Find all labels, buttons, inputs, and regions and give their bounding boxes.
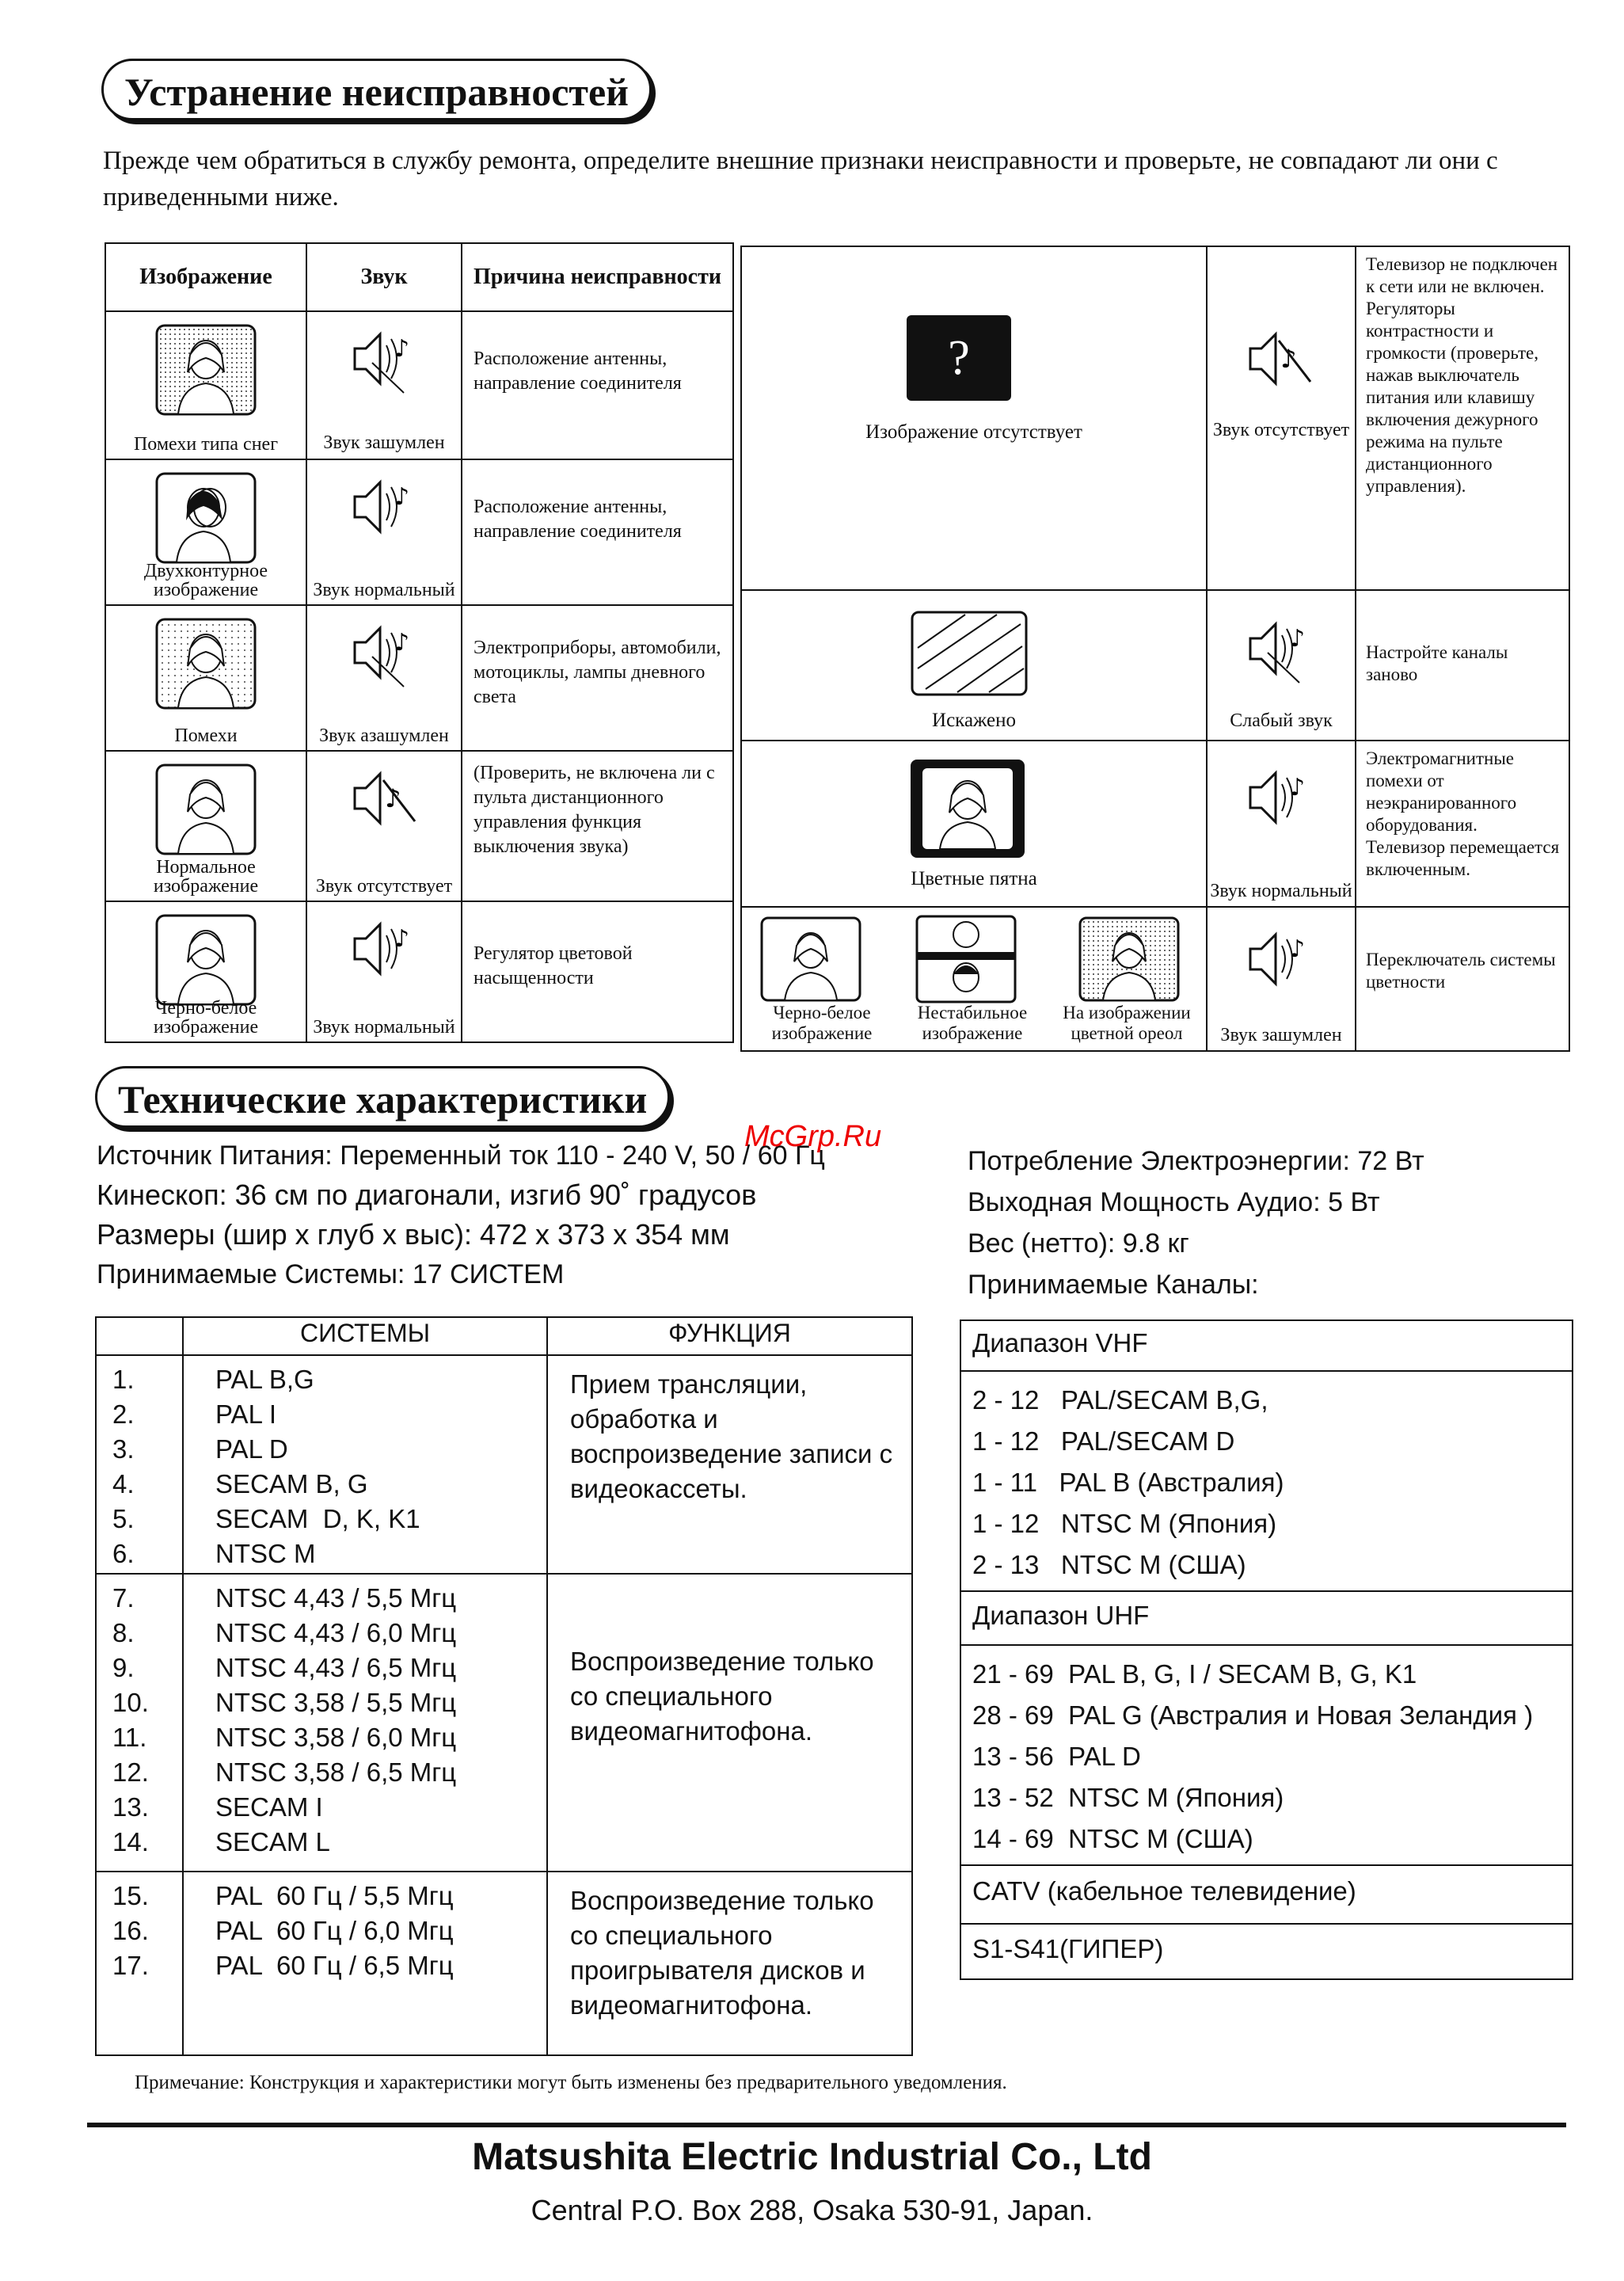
system-numbers <box>112 1581 182 1860</box>
system-number: 16. <box>112 1916 149 1945</box>
svg-text:♪: ♪ <box>394 483 410 511</box>
table-row <box>105 311 733 459</box>
table-row <box>741 246 1569 590</box>
channel-range: 28 - 69 PAL G (Австралия и Новая Зеландия ) <box>972 1700 1534 1730</box>
header-function: ФУНКЦИЯ <box>547 1317 912 1355</box>
system-names <box>215 1879 546 1983</box>
footer-divider <box>87 2123 1566 2127</box>
cause-text: Расположение антенны, направление соединителя <box>474 348 682 394</box>
system-function: Воспроизведение только со специального проигрывателя дисков и видеомагнитофона. <box>570 1886 874 2020</box>
svg-text:♪: ♪ <box>1290 774 1306 802</box>
speaker-mute-icon <box>1244 323 1315 394</box>
speaker-normal-icon <box>1244 762 1315 833</box>
spec-line: Потребление Электроэнергии: 72 Вт <box>968 1146 1424 1176</box>
cause-text: Переключатель системы цветности <box>1366 950 1556 992</box>
tv-color-patches-icon <box>908 757 1027 860</box>
caption-image: Двухконтурное изображение <box>143 561 268 600</box>
tv-bw-icon <box>759 916 862 1003</box>
speaker-normal-icon <box>348 913 420 984</box>
system-number: 4. <box>112 1469 135 1498</box>
troubleshooting-intro: Прежде чем обратиться в службу ремонта, определите внешние признаки неисправности и проверьте, не совпадают ли они с приведенными ниже. <box>103 147 1498 211</box>
speaker-weak-icon <box>1244 613 1315 684</box>
specs-title: Технические характеристики <box>95 1066 670 1128</box>
system-numbers <box>112 1362 182 1571</box>
caption-sound: Звук отсутствует <box>315 876 453 897</box>
caption-image: Помехи <box>174 725 238 746</box>
speaker-noise-icon <box>348 323 420 394</box>
channel-range: 1 - 11 PAL B (Австралия) <box>972 1468 1284 1497</box>
system-function: Воспроизведение только со специального видеомагнитофона. <box>570 1647 874 1746</box>
channel-range: 21 - 69 PAL B, G, I / SECAM B, G, K1 <box>972 1659 1417 1689</box>
system-name: NTSC 3,58 / 6,0 Мгц <box>215 1723 457 1752</box>
caption-image: Помехи типа снег <box>133 434 279 455</box>
caption-sound: Слабый звук <box>1230 710 1333 731</box>
svg-text:♪: ♪ <box>394 629 410 657</box>
system-number: 2. <box>112 1399 135 1429</box>
spec-line: Выходная Мощность Аудио: 5 Вт <box>968 1187 1380 1217</box>
uhf-channels <box>972 1654 1564 1860</box>
caption-image: На изображении цветной ореол <box>1063 1003 1191 1043</box>
table-row <box>741 741 1569 907</box>
system-number: 6. <box>112 1539 135 1568</box>
tv-bw-icon <box>154 913 257 1007</box>
caption-image: Черно-белое изображение <box>153 998 259 1038</box>
system-number: 8. <box>112 1618 135 1647</box>
header-cause: Причина неисправности <box>462 243 733 311</box>
system-number: 9. <box>112 1653 135 1682</box>
system-name: SECAM D, K, K1 <box>215 1504 420 1533</box>
system-name: NTSC 3,58 / 6,5 Мгц <box>215 1757 457 1787</box>
system-function: Прием трансляции, обработка и воспроизведение записи с видеокассеты. <box>570 1369 893 1503</box>
channel-range: 2 - 13 NTSC M (США) <box>972 1550 1246 1579</box>
tv-color-halo-icon <box>1078 916 1181 1003</box>
trouble-table-right <box>740 246 1570 1052</box>
watermark: McGrp.Ru <box>744 1120 882 1153</box>
channel-range: 14 - 69 NTSC M (США) <box>972 1824 1253 1853</box>
system-number: 13. <box>112 1792 149 1822</box>
table-row <box>96 1574 912 1872</box>
catv-label: CATV (кабельное телевидение) <box>960 1865 1573 1924</box>
system-name: PAL 60 Гц / 6,5 Мгц <box>215 1951 454 1980</box>
caption-image: Искажено <box>932 710 1016 731</box>
system-number: 17. <box>112 1951 149 1980</box>
table-row <box>105 605 733 751</box>
caption-sound: Звук нормальный <box>313 580 455 600</box>
speaker-noise-icon <box>348 617 420 688</box>
svg-text:♪: ♪ <box>385 783 401 813</box>
svg-text:♪: ♪ <box>1280 344 1297 374</box>
system-names <box>215 1581 546 1860</box>
cause-text: Расположение антенны, направление соединителя <box>474 497 682 542</box>
speaker-mute-icon <box>348 763 420 834</box>
caption-image: Нестабильное изображение <box>917 1003 1028 1043</box>
system-name: NTSC 4,43 / 5,5 Мгц <box>215 1583 457 1613</box>
cause-text: Электромагнитные помехи от неэкранированного оборудования. Телевизор перемещается включенным. <box>1366 748 1560 879</box>
system-name: SECAM L <box>215 1827 330 1856</box>
catv-channels: S1-S41(ГИПЕР) <box>960 1924 1573 1979</box>
caption-sound: Звук нормальный <box>313 1017 455 1038</box>
spec-line: Принимаемые Каналы: <box>968 1270 1259 1300</box>
tv-unstable-icon <box>915 914 1017 1004</box>
footer-note: Примечание: Конструкция и характеристики могут быть изменены без предварительного уведомления. <box>135 2072 1007 2093</box>
spec-line: Кинескоп: 36 см по диагонали, изгиб 90˚ градусов <box>97 1179 757 1211</box>
trouble-table-left <box>105 242 734 1043</box>
table-row <box>741 590 1569 741</box>
caption-sound: Звук отсутствует <box>1212 420 1350 440</box>
cause-text: Настройте каналы заново <box>1366 642 1508 684</box>
tv-snow-icon <box>154 323 257 417</box>
caption-image: Изображение отсутствует <box>865 421 1082 443</box>
troubleshooting-title: Устранение неисправностей <box>101 59 652 120</box>
system-number: 1. <box>112 1365 135 1394</box>
system-number: 11. <box>112 1723 147 1752</box>
cause-text: Телевизор не подключен к сети или не включен. Регуляторы контрастности и громкости (проверьте, нажав выключатель питания или клавишу включения дежурного режима на пульте дистанционного управления). <box>1366 254 1558 496</box>
system-name: NTSC M <box>215 1539 316 1568</box>
system-number: 3. <box>112 1434 135 1464</box>
company-name: Matsushita Electric Industrial Co., Ltd <box>472 2136 1152 2178</box>
channel-range: 1 - 12 PAL/SECAM D <box>972 1426 1235 1456</box>
cause-text: Регулятор цветовой насыщенности <box>474 943 633 988</box>
system-name: PAL 60 Гц / 5,5 Мгц <box>215 1881 454 1910</box>
table-row <box>105 459 733 605</box>
tv-normal-icon <box>154 763 257 856</box>
tv-double-image-icon <box>154 471 257 565</box>
system-number: 12. <box>112 1757 149 1787</box>
system-name: SECAM B, G <box>215 1469 368 1498</box>
cause-text: Электроприборы, автомобили, мотоциклы, лампы дневного света <box>474 638 721 707</box>
system-number: 10. <box>112 1688 149 1717</box>
vhf-label: Диапазон VHF <box>960 1320 1573 1371</box>
channel-range: 2 - 12 PAL/SECAM B,G, <box>972 1385 1268 1415</box>
caption-sound: Звук зашумлен <box>323 432 445 453</box>
caption-image: Цветные пятна <box>911 868 1037 889</box>
system-name: SECAM I <box>215 1792 323 1822</box>
header-systems: СИСТЕМЫ <box>183 1317 547 1355</box>
system-number: 7. <box>112 1583 135 1613</box>
specs-right <box>968 1140 1424 1305</box>
table-row <box>96 1872 912 2055</box>
tv-interference-icon <box>154 617 257 710</box>
system-number: 5. <box>112 1504 135 1533</box>
system-name: PAL B,G <box>215 1365 314 1394</box>
system-number: 14. <box>112 1827 149 1856</box>
system-name: PAL I <box>215 1399 277 1429</box>
svg-text:♪: ♪ <box>1290 935 1306 963</box>
caption-sound: Звук нормальный <box>1210 881 1352 901</box>
spec-line: Источник Питания: Переменный ток 110 - 240 V, 50 / 60 Гц <box>97 1140 825 1171</box>
system-name: PAL 60 Гц / 6,0 Мгц <box>215 1916 454 1945</box>
header-sound: Звук <box>306 243 462 311</box>
tv-distorted-icon <box>910 610 1029 697</box>
spec-line: Принимаемые Системы: 17 СИСТЕМ <box>97 1259 565 1289</box>
caption-image: Черно-белое изображение <box>771 1003 873 1043</box>
table-row <box>105 751 733 901</box>
caption-image: Нормальное изображение <box>153 857 259 897</box>
svg-text:♪: ♪ <box>394 925 410 953</box>
channel-range: 13 - 52 NTSC M (Япония) <box>972 1783 1284 1812</box>
table-row <box>96 1355 912 1574</box>
specs-left <box>97 1136 825 1294</box>
speaker-noise-icon <box>1244 923 1315 995</box>
svg-text:♪: ♪ <box>394 335 410 363</box>
vhf-channels <box>972 1380 1564 1586</box>
table-row <box>741 907 1569 1051</box>
no-picture-icon: ? <box>907 315 1011 401</box>
cause-text: (Проверить, не включена ли с пульта дистанционного управления функция выключения звука) <box>474 763 715 857</box>
header-image: Изображение <box>105 243 306 311</box>
system-name: NTSC 4,43 / 6,5 Мгц <box>215 1653 457 1682</box>
channels-table <box>960 1319 1573 1980</box>
spec-line: Вес (нетто): 9.8 кг <box>968 1228 1189 1259</box>
system-name: NTSC 3,58 / 5,5 Мгц <box>215 1688 457 1717</box>
system-name: NTSC 4,43 / 6,0 Мгц <box>215 1618 457 1647</box>
system-names <box>215 1362 546 1571</box>
system-numbers <box>112 1879 182 1983</box>
table-row <box>105 901 733 1042</box>
caption-sound: Звук зашумлен <box>1220 1025 1342 1045</box>
caption-sound: Звук азашумлен <box>319 725 449 746</box>
spec-line: Размеры (шир х глуб х выс): 472 х 373 х 354 мм <box>97 1218 730 1251</box>
system-name: PAL D <box>215 1434 288 1464</box>
speaker-normal-icon <box>348 471 420 543</box>
uhf-label: Диапазон UHF <box>960 1591 1573 1645</box>
svg-text:♪: ♪ <box>1290 625 1306 653</box>
channel-range: 1 - 12 NTSC M (Япония) <box>972 1509 1277 1538</box>
company-address: Central P.O. Box 288, Osaka 530-91, Japan. <box>531 2194 1093 2226</box>
system-number: 15. <box>112 1881 149 1910</box>
systems-table <box>95 1316 913 2056</box>
channel-range: 13 - 56 PAL D <box>972 1742 1141 1771</box>
